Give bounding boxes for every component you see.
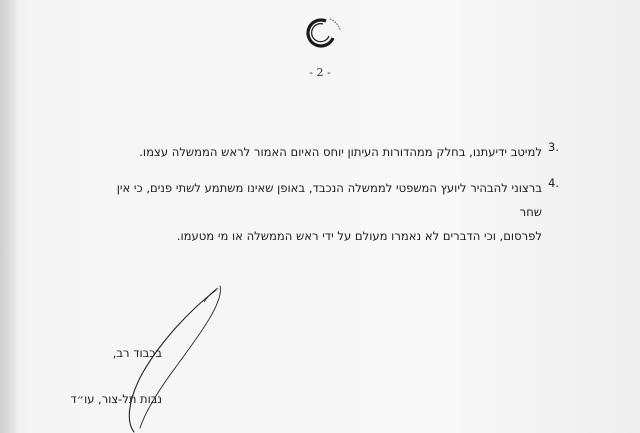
paragraph-3-number: 3. — [548, 140, 559, 154]
signer-name: נבות תל-צור, עו״ד — [70, 392, 162, 406]
paragraph-3-text: למיטב ידיעתנו, בחלק ממהדורות העיתון יוחס האיום האמור לראש הממשלה עצמו. — [139, 145, 542, 159]
paragraph-4-text — [102, 176, 542, 248]
firm-logo-icon — [293, 16, 349, 52]
paragraph-4-number: 4. — [548, 176, 559, 190]
closing-line: בכבוד רב, — [112, 346, 162, 360]
page-edge-shadow — [0, 0, 18, 433]
paragraph-4-line-2: לפרסום, וכי הדברים לא נאמרו מעולם על ידי ראש הממשלה או מי מטעמו. — [176, 229, 542, 243]
paragraph-4-line-1: ברצוני להבהיר ליועץ המשפטי לממשלה הנכבד, באופן שאינו משתמע לשתי פנים, כי אין שחר — [116, 181, 542, 219]
page-number: - 2 - — [309, 66, 331, 79]
